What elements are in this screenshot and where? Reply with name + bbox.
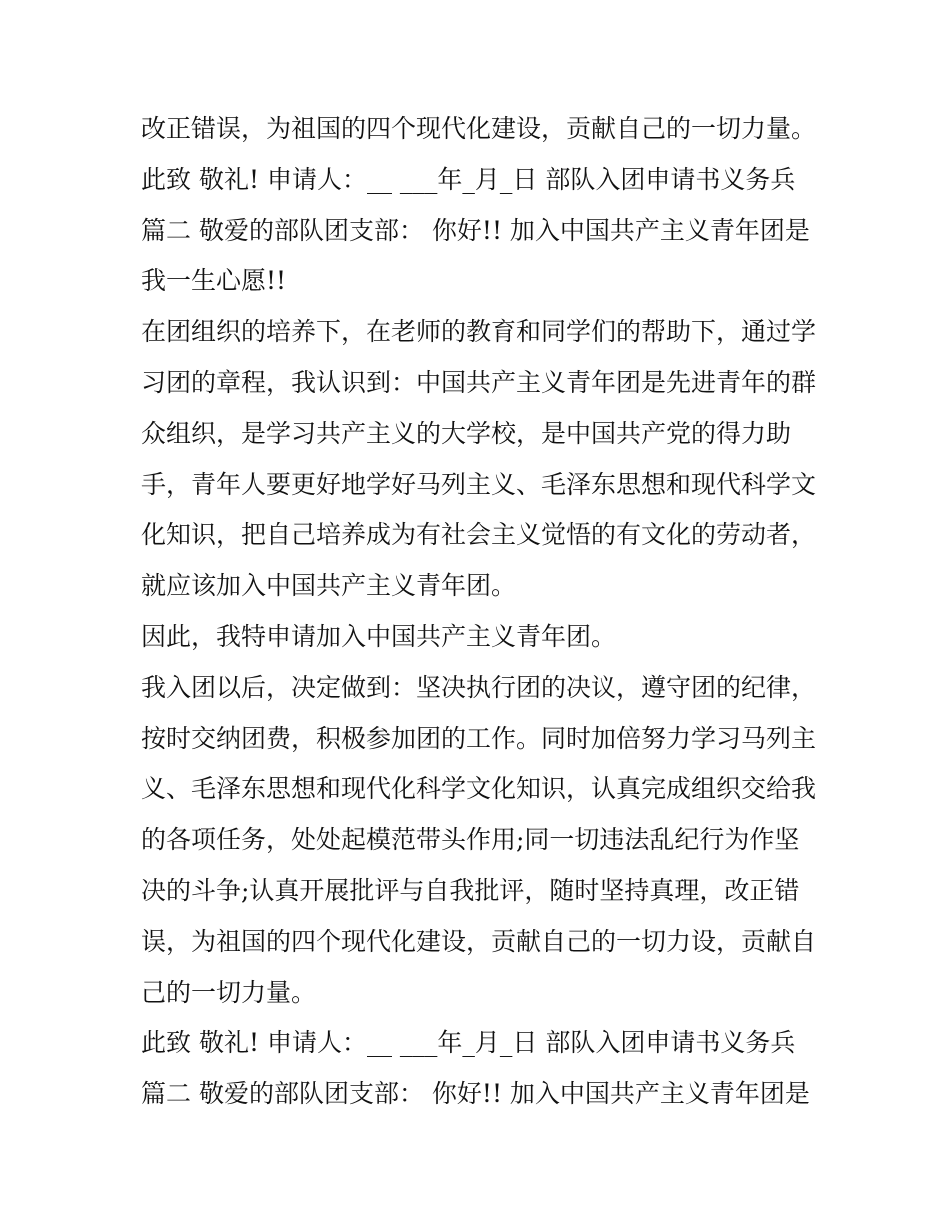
text-line: 的各项任务，处处起模范带头作用;同一切违法乱纪行为作坚 — [141, 825, 800, 855]
body-text — [141, 104, 821, 1120]
text-line: 按时交纳团费，积极参加团的工作。同时加倍努力学习马列主 — [141, 723, 817, 753]
text-line: 篇二 敬爱的部队团支部： 你好!! 加入中国共产主义青年团是 — [141, 1079, 810, 1109]
text-line: 我一生心愿!! — [141, 266, 287, 296]
text-line: 就应该加入中国共产主义青年团。 — [141, 571, 517, 601]
text-line: 改正错误，为祖国的四个现代化建设，贡献自己的一切力量。 — [141, 114, 817, 143]
text-line: 众组织，是学习共产主义的大学校，是中国共产党的得力助 — [141, 418, 792, 448]
text-line: 我入团以后，决定做到：坚决执行团的决议，遵守团的纪律， — [141, 672, 817, 702]
text-line: 义、毛泽东思想和现代化科学文化知识，认真完成组织交给我 — [141, 774, 817, 804]
text-line: 此致 敬礼! 申请人：__ ___年_月_日 部队入团申请书义务兵 — [141, 164, 796, 194]
text-line: 决的斗争;认真开展批评与自我批评，随时坚持真理，改正错 — [141, 875, 800, 905]
text-line: 习团的章程，我认识到：中国共产主义青年团是先进青年的群 — [141, 367, 817, 397]
text-line: 在团组织的培养下，在老师的教育和同学们的帮助下，通过学 — [141, 317, 817, 347]
text-line: 己的一切力量。 — [141, 977, 317, 1007]
text-line: 因此，我特申请加入中国共产主义青年团。 — [141, 621, 617, 651]
text-line: 化知识，把自己培养成为有社会主义觉悟的有文化的劳动者， — [141, 520, 817, 550]
text-line: 手，青年人要更好地学好马列主义、毛泽东思想和现代科学文 — [141, 469, 817, 499]
text-line: 此致 敬礼! 申请人：__ ___年_月_日 部队入团申请书义务兵 — [141, 1028, 796, 1058]
text-line: 篇二 敬爱的部队团支部： 你好!! 加入中国共产主义青年团是 — [141, 215, 810, 245]
text-line: 误，为祖国的四个现代化建设，贡献自己的一切力设，贡献自 — [141, 926, 817, 956]
